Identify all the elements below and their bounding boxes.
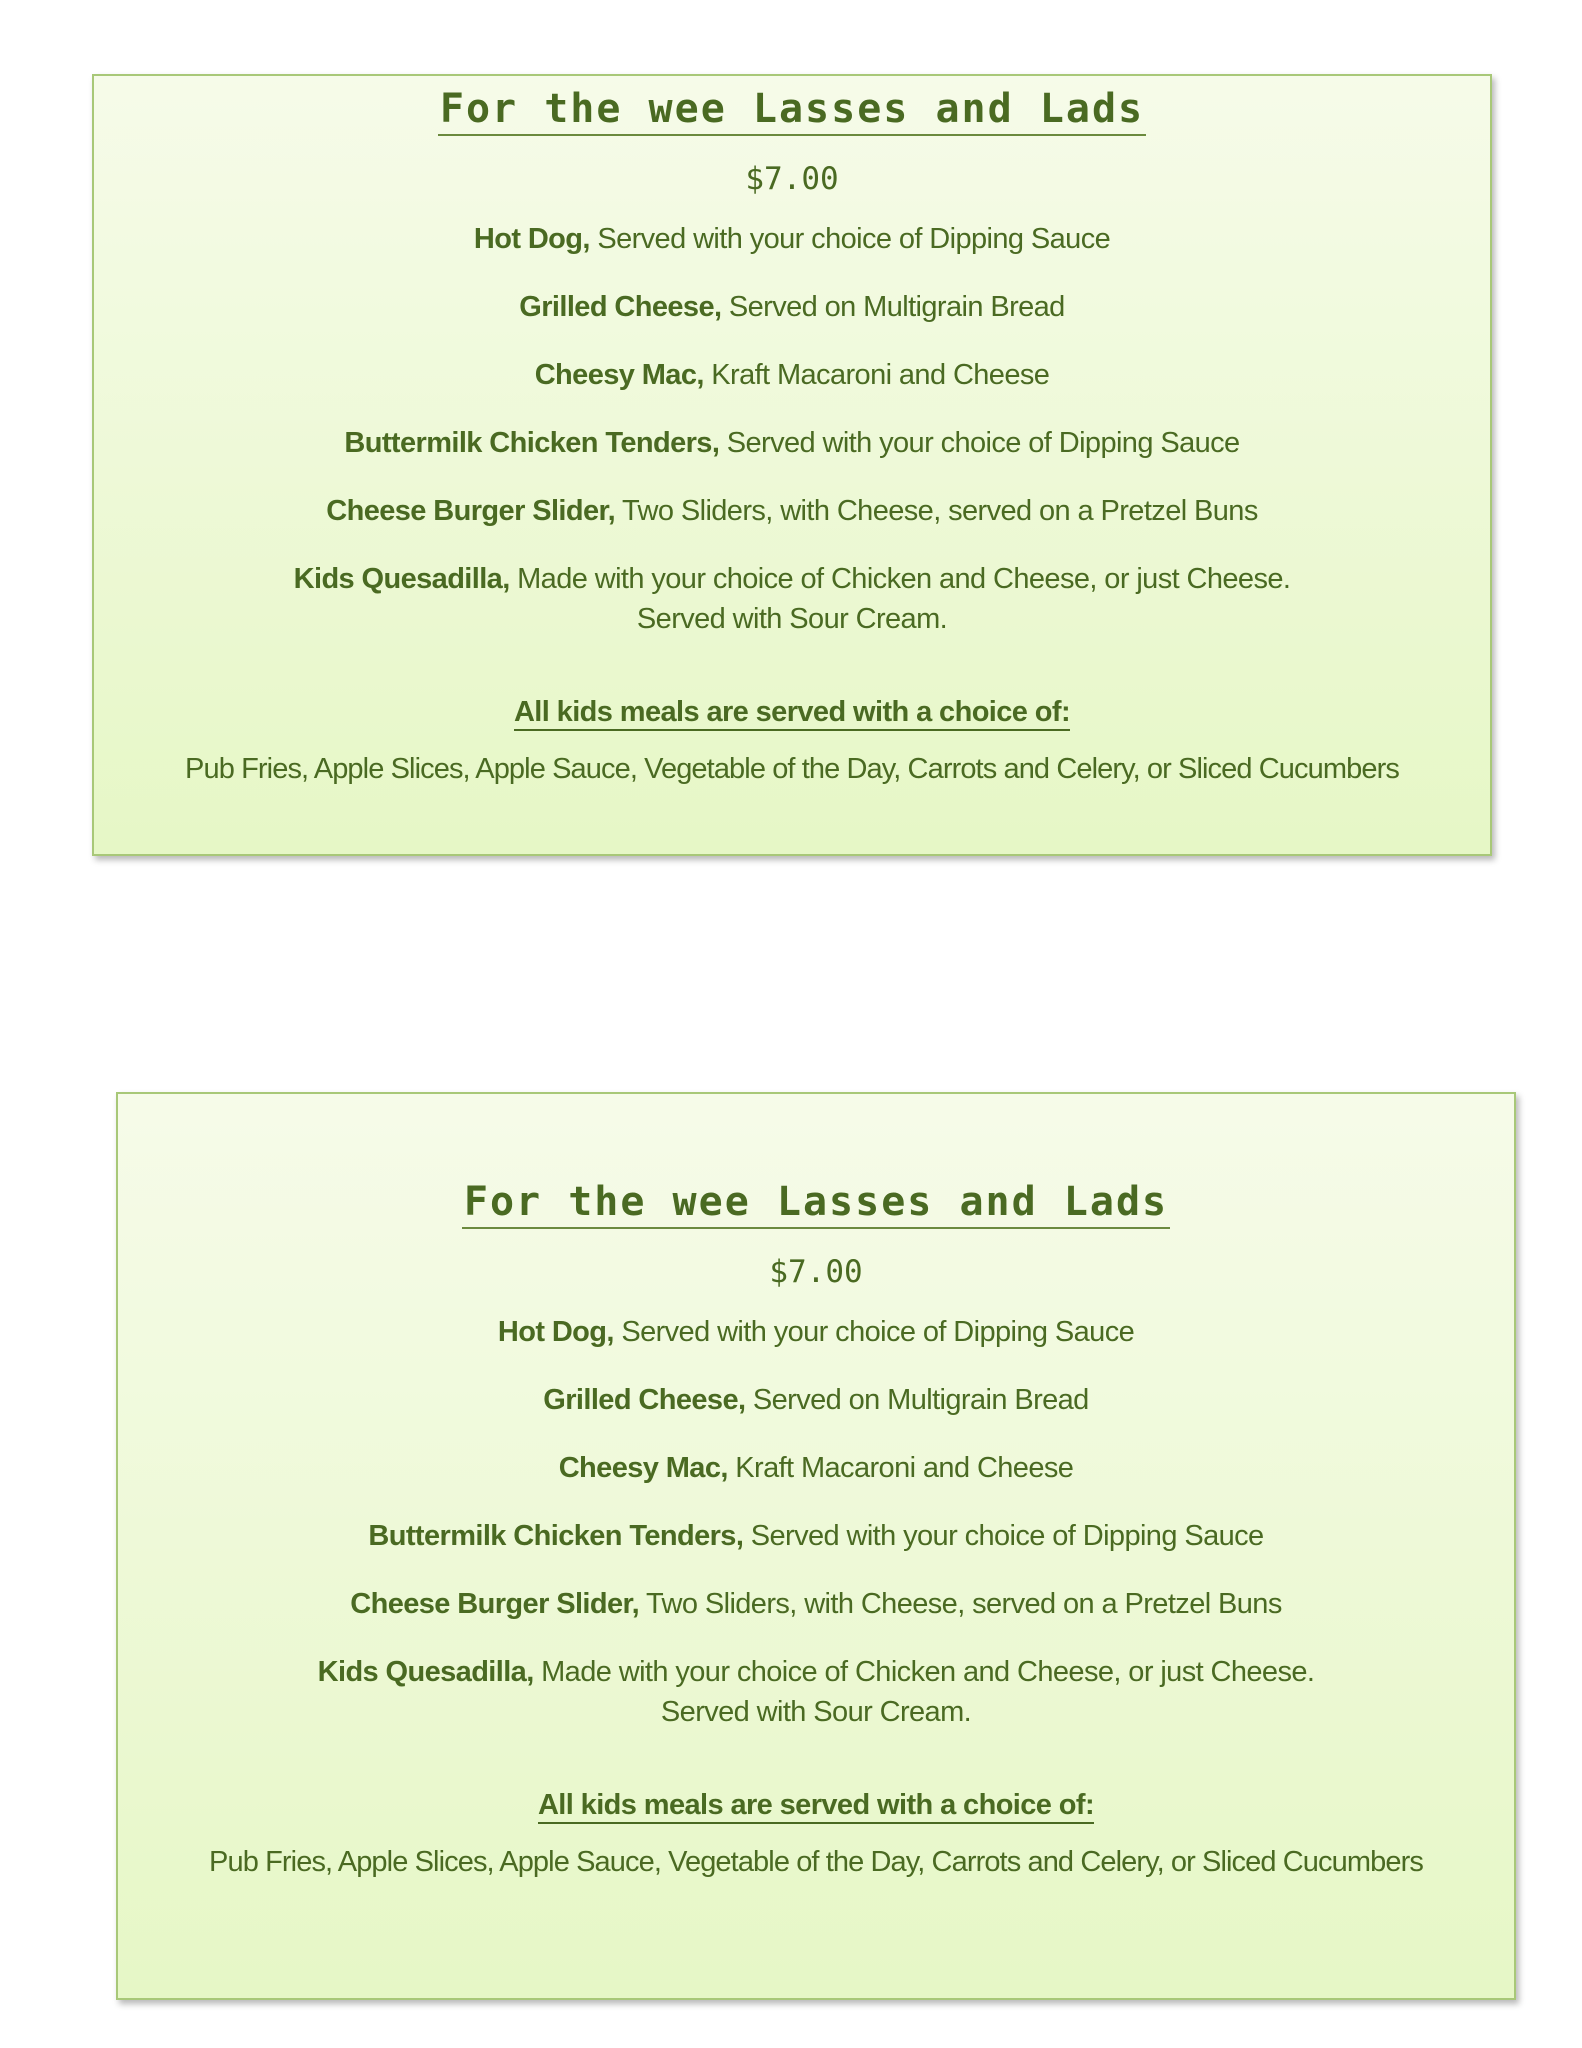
item-name: Kids Quesadilla,: [293, 563, 510, 595]
menu-item: [118, 1652, 1514, 1732]
item-name: Buttermilk Chicken Tenders,: [344, 427, 720, 459]
item-description: Made with your choice of Chicken and Cheese, or just Cheese.: [509, 563, 1291, 595]
sides-heading: All kids meals are served with a choice of:: [538, 1790, 1094, 1824]
item-name: Kids Quesadilla,: [317, 1656, 534, 1688]
item-description: Two Sliders, with Cheese, served on a Pretzel Buns: [639, 1588, 1282, 1620]
menu-title: For the wee Lasses and Lads: [462, 1179, 1170, 1229]
item-name: Cheesy Mac,: [558, 1452, 728, 1484]
menu-item: [94, 423, 1490, 463]
menu-item: [94, 219, 1490, 259]
menu-title: For the wee Lasses and Lads: [438, 86, 1146, 136]
sides-list: Pub Fries, Apple Slices, Apple Sauce, Vegetable of the Day, Carrots and Celery, or Sliced Cucumbers: [185, 752, 1399, 785]
menu-item: [94, 287, 1490, 327]
menu-item: [94, 355, 1490, 395]
menu-items: [94, 219, 1490, 639]
sides-heading: All kids meals are served with a choice of:: [514, 697, 1070, 731]
item-description: Kraft Macaroni and Cheese: [727, 1452, 1074, 1484]
menu-item: [118, 1516, 1514, 1556]
item-description: Served with your choice of Dipping Sauce: [743, 1520, 1264, 1552]
menu-item: [118, 1448, 1514, 1488]
menu-item: [118, 1380, 1514, 1420]
menu-price: $7.00: [769, 1254, 863, 1290]
item-name: Grilled Cheese,: [519, 291, 722, 323]
sides-list: Pub Fries, Apple Slices, Apple Sauce, Vegetable of the Day, Carrots and Celery, or Sliced Cucumbers: [209, 1845, 1423, 1878]
item-name: Cheesy Mac,: [534, 359, 704, 391]
item-description: Two Sliders, with Cheese, served on a Pretzel Buns: [615, 495, 1258, 527]
menu-item: [94, 491, 1490, 531]
menu-price: $7.00: [745, 161, 839, 197]
item-name: Cheese Burger Slider,: [350, 1588, 640, 1620]
item-name: Hot Dog,: [497, 1316, 614, 1348]
menu-item: [94, 559, 1490, 639]
item-description: Served with your choice of Dipping Sauce: [719, 427, 1240, 459]
item-name: Buttermilk Chicken Tenders,: [368, 1520, 744, 1552]
item-description: Served with your choice of Dipping Sauce: [613, 1316, 1135, 1348]
menu-item: [118, 1584, 1514, 1624]
item-description: Served on Multigrain Bread: [745, 1384, 1089, 1416]
item-name: Cheese Burger Slider,: [326, 495, 616, 527]
item-name: Grilled Cheese,: [543, 1384, 746, 1416]
item-description: Kraft Macaroni and Cheese: [703, 359, 1050, 391]
item-description: Served with your choice of Dipping Sauce: [589, 223, 1111, 255]
item-description-second-line: Served with Sour Cream.: [636, 603, 948, 635]
item-name: Hot Dog,: [473, 223, 590, 255]
item-description: Made with your choice of Chicken and Cheese, or just Cheese.: [533, 1656, 1315, 1688]
item-description-second-line: Served with Sour Cream.: [660, 1696, 972, 1728]
menu-card-top: [92, 74, 1492, 856]
menu-item: [118, 1312, 1514, 1352]
item-description: Served on Multigrain Bread: [721, 291, 1065, 323]
menu-card-bottom: [116, 1092, 1516, 2000]
menu-items: [118, 1312, 1514, 1732]
